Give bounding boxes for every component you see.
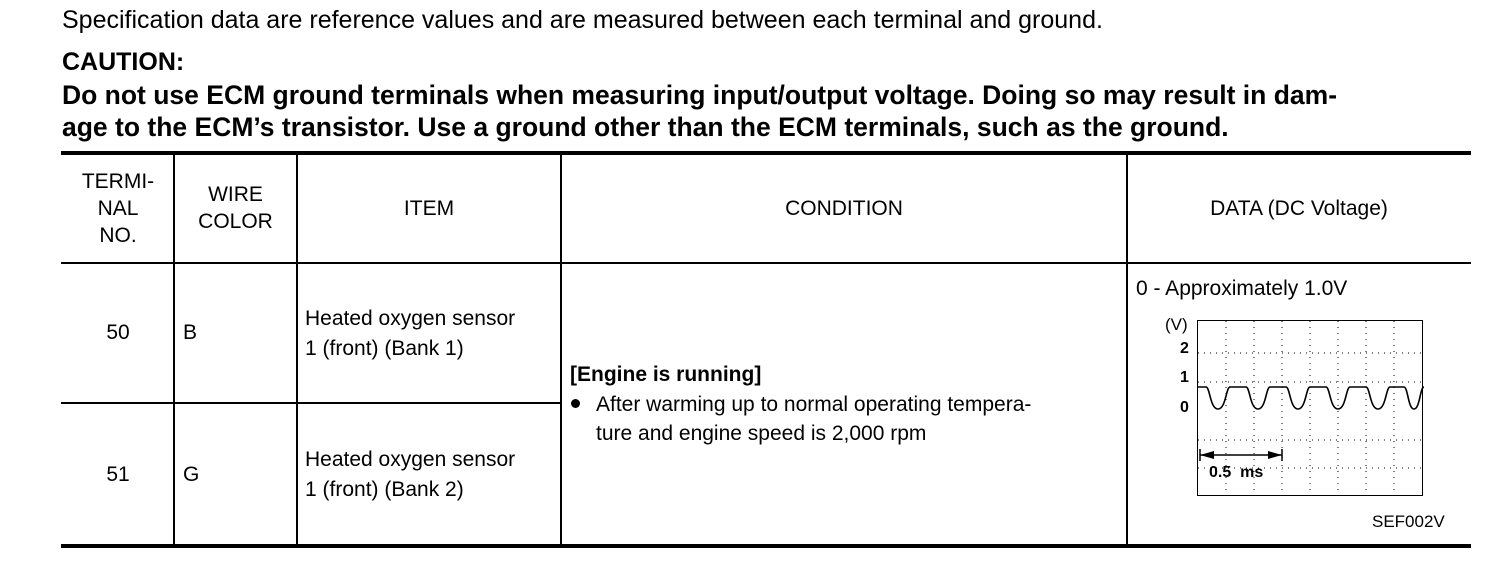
header-condition: CONDITION: [785, 197, 903, 220]
item-text: [305, 445, 515, 505]
header-wire-line: COLOR: [198, 210, 273, 233]
caution-heading: CAUTION:: [62, 48, 185, 76]
table-top-rule: [61, 151, 1471, 155]
table-bottom-rule: [61, 544, 1471, 548]
terminal-number: 51: [106, 463, 130, 486]
condition-bullet-line-2: ture and engine speed is 2,000 rpm: [596, 422, 927, 445]
scope-unit-label: (V): [1165, 315, 1188, 334]
o2-sensor-waveform: [1198, 387, 1424, 409]
scope-y-tick: 0: [1180, 399, 1189, 416]
item-line: 1 (front) (Bank 2): [305, 478, 464, 501]
arrow-right-icon: [1200, 451, 1214, 459]
intro-text: Specification data are reference values and are measured between each terminal and ground.: [62, 6, 1103, 34]
bullet-icon: [571, 399, 580, 408]
header-wire-color: [175, 181, 296, 235]
item-line: 1 (front) (Bank 1): [305, 337, 464, 360]
wire-color: G: [183, 463, 200, 486]
caution-text-line-1: Do not use ECM ground terminals when measuring input/output voltage. Doing so may result in dam-: [62, 80, 1338, 110]
terminal-number: 50: [106, 321, 130, 344]
wire-color: B: [183, 321, 198, 344]
scope-y-tick: 2: [1180, 340, 1189, 357]
item-line: Heated oxygen sensor: [305, 448, 516, 471]
header-bottom-rule: [61, 262, 1471, 264]
header-data: DATA (DC Voltage): [1210, 197, 1388, 220]
arrow-left-icon: [1268, 451, 1282, 459]
figure-reference: SEF002V: [1372, 512, 1445, 531]
header-terminal-line: TERMI-: [81, 170, 155, 193]
row-divider: [61, 402, 561, 404]
header-terminal-line: NO.: [99, 224, 137, 247]
scope-time-label: 0.5 ms: [1209, 464, 1264, 481]
header-item: ITEM: [403, 197, 455, 220]
item-text: [305, 304, 515, 364]
scope-y-tick: 1: [1180, 369, 1189, 386]
header-wire-line: WIRE: [208, 183, 263, 206]
condition-title: [Engine is running]: [570, 363, 762, 386]
data-value: 0 - Approximately 1.0V: [1136, 277, 1348, 300]
header-terminal-line: NAL: [97, 197, 139, 220]
caution-text-line-2: age to the ECM’s transistor. Use a ground other than the ECM terminals, such as the ground.: [62, 112, 1229, 142]
condition-bullet-line-1: After warming up to normal operating tempera-: [596, 393, 1032, 416]
header-terminal-no: [63, 168, 173, 249]
item-line: Heated oxygen sensor: [305, 307, 516, 330]
